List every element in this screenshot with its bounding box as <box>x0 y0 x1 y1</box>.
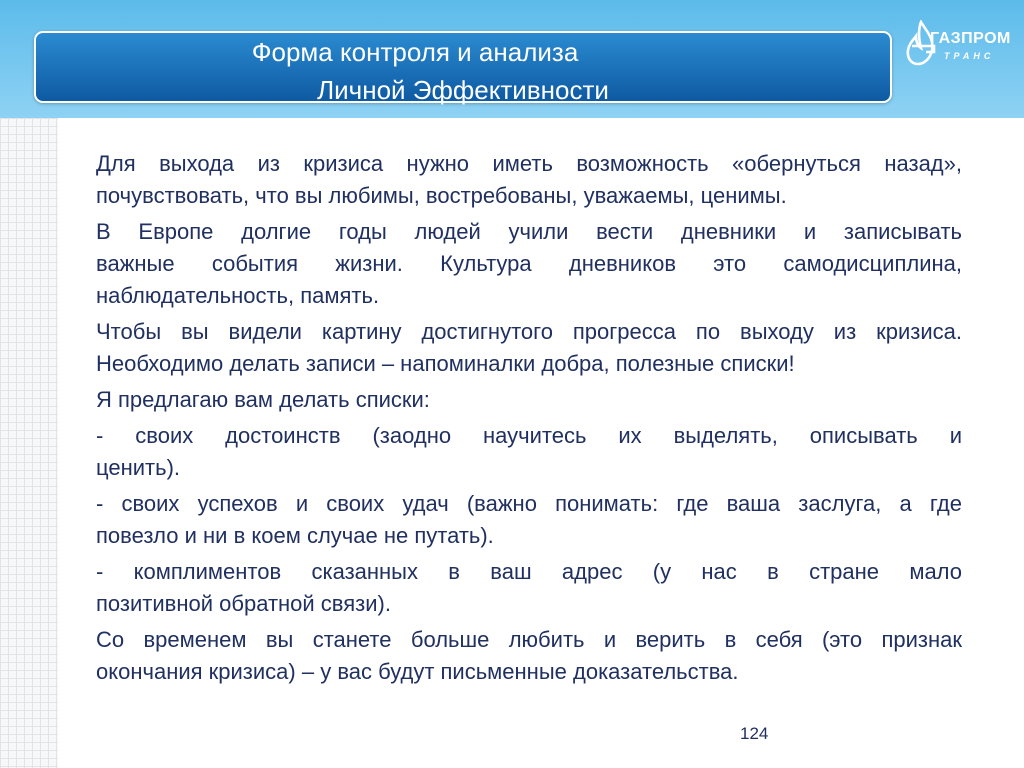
paragraph-line: повезло и ни в коем случае не путать). <box>96 523 494 548</box>
logo-subtitle: ТРАНС <box>944 51 995 61</box>
paragraph-line: почувствовать, что вы любимы, востребованы, уважаемы, ценимы. <box>96 183 787 208</box>
slide-body <box>96 148 962 692</box>
paragraph-line: В Европе долгие годы людей учили вести дневники и записывать <box>96 219 962 244</box>
body-paragraph <box>96 488 962 552</box>
paragraph-line: Я предлагаю вам делать списки: <box>96 387 430 412</box>
paragraph-line: Необходимо делать записи – напоминалки добра, полезные списки! <box>96 351 795 376</box>
paragraph-line: окончания кризиса) – у вас будут письменные доказательства. <box>96 659 739 684</box>
left-grid-decoration <box>0 118 58 768</box>
body-paragraph <box>96 624 962 688</box>
body-paragraph <box>96 148 962 212</box>
paragraph-line: важные события жизни. Культура дневников это самодисциплина, <box>96 251 962 276</box>
body-paragraph <box>96 420 962 484</box>
paragraph-line: - своих достоинств (заодно научитесь их выделять, описывать и <box>96 423 962 448</box>
body-paragraph <box>96 316 962 380</box>
paragraph-line: - комплиментов сказанных в ваш адрес (у нас в стране мало <box>96 559 962 584</box>
title-bar <box>34 31 892 103</box>
paragraph-line: Для выхода из кризиса нужно иметь возможность «обернуться назад», <box>96 151 962 176</box>
slide-title-line-1: Форма контроля и анализа <box>251 37 579 67</box>
logo-name: ГАЗПРОМ <box>930 30 1011 47</box>
body-paragraph <box>96 556 962 620</box>
paragraph-line: наблюдательность, память. <box>96 283 380 308</box>
body-paragraph <box>96 216 962 312</box>
body-paragraph <box>96 384 962 416</box>
paragraph-line: ценить). <box>96 455 181 480</box>
company-logo <box>904 16 1016 72</box>
paragraph-line: позитивной обратной связи). <box>96 591 391 616</box>
paragraph-line: Со временем вы станете больше любить и верить в себя (это признак <box>96 627 962 652</box>
slide-title-line-2: Личной Эффективности <box>317 75 609 105</box>
page-number: 124 <box>740 724 769 743</box>
paragraph-line: - своих успехов и своих удач (важно понимать: где ваша заслуга, а где <box>96 491 962 516</box>
paragraph-line: Чтобы вы видели картину достигнутого прогресса по выходу из кризиса. <box>96 319 962 344</box>
